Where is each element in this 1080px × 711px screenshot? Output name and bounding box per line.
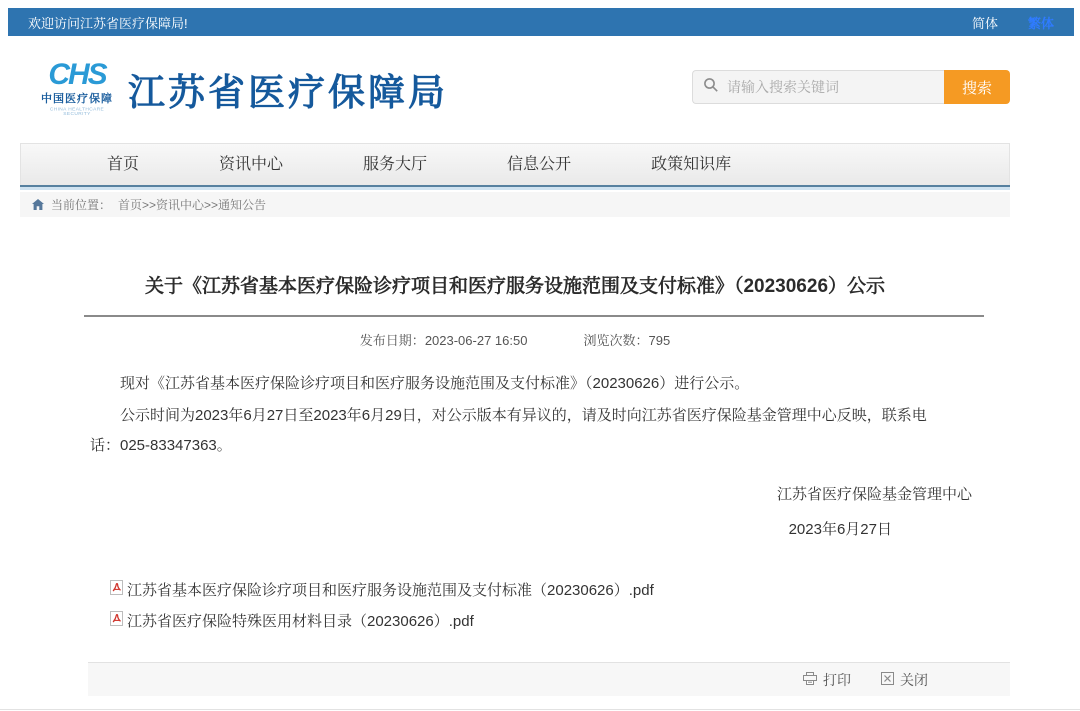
paragraph: 现对《江苏省基本医疗保险诊疗项目和医疗服务设施范围及支付标准》（20230626）进行公示。 — [120, 375, 750, 392]
views-label: 浏览次数： — [583, 333, 649, 348]
signature-org: 江苏省医疗保险基金管理中心 — [776, 486, 972, 503]
article-title: 关于《江苏省基本医疗保险诊疗项目和医疗服务设施范围及支付标准》（20230626）公示 — [144, 276, 886, 297]
attachments — [110, 575, 1010, 637]
article-footer — [88, 662, 1010, 696]
publish-date-label: 发布日期： — [359, 333, 425, 348]
views-value: 795 — [648, 333, 671, 348]
article-meta — [20, 330, 1010, 349]
search-icon — [703, 77, 719, 98]
home-icon — [32, 199, 44, 210]
close-label: 关闭 — [900, 671, 928, 688]
nav-item-info[interactable]: 信息公开 — [507, 155, 572, 173]
nav-underline-shadow — [20, 187, 1010, 190]
nav-item-policy[interactable]: 政策知识库 — [651, 155, 732, 173]
pdf-icon — [110, 575, 123, 606]
close-button[interactable] — [881, 670, 928, 690]
article — [20, 217, 1010, 637]
search-input[interactable] — [727, 79, 934, 95]
site-title: 江苏省医疗保障局 — [128, 72, 448, 113]
logo-name-cn: 中国医疗保障 — [41, 93, 113, 105]
breadcrumb — [20, 192, 1010, 217]
attachment-link[interactable] — [110, 575, 1010, 606]
nav-item-home[interactable]: 首页 — [107, 155, 140, 173]
article-body — [90, 369, 948, 461]
lang-simplified-link[interactable]: 简体 — [971, 15, 998, 31]
page-bottom-edge — [0, 709, 1080, 710]
nav-item-news[interactable]: 资讯中心 — [219, 155, 284, 173]
printer-icon — [803, 672, 817, 688]
paragraph: 公示时间为2023年6月27日至2023年6月29日，对公示版本有异议的，请及时向江苏省医疗保险基金管理中心反映，联系电话：025-83347363。 — [90, 407, 927, 454]
breadcrumb-prefix: 当前位置： — [51, 198, 112, 212]
lang-traditional-link[interactable]: 繁体 — [1027, 15, 1054, 31]
print-button[interactable] — [803, 670, 851, 690]
site-header — [8, 36, 1074, 143]
title-divider — [84, 315, 984, 317]
attachment-label: 江苏省医疗保险特殊医用材料目录（20230626）.pdf — [127, 613, 474, 630]
publish-date-value: 2023-06-27 16:50 — [424, 333, 528, 348]
print-label: 打印 — [823, 671, 851, 688]
nav-item-services[interactable]: 服务大厅 — [363, 155, 428, 173]
pdf-icon — [110, 606, 123, 637]
attachment-label: 江苏省基本医疗保险诊疗项目和医疗服务设施范围及支付标准（20230626）.pdf — [127, 582, 654, 599]
attachment-link[interactable] — [110, 606, 1010, 637]
logo-name-en: CHINA HEALTHCARE SECURITY — [49, 107, 105, 117]
close-icon — [881, 672, 894, 688]
main-nav — [20, 143, 1010, 185]
site-logo[interactable] — [34, 58, 120, 118]
breadcrumb-path[interactable]: 首页>>资讯中心>>通知公告 — [118, 198, 267, 212]
search-button[interactable]: 搜索 — [944, 70, 1010, 104]
search-bar — [692, 70, 1010, 104]
logo-acronym: CHS — [48, 58, 106, 91]
welcome-text: 欢迎访问江苏省医疗保障局! — [28, 15, 188, 31]
signature-date: 2023年6月27日 — [788, 521, 892, 538]
topbar — [8, 8, 1074, 36]
